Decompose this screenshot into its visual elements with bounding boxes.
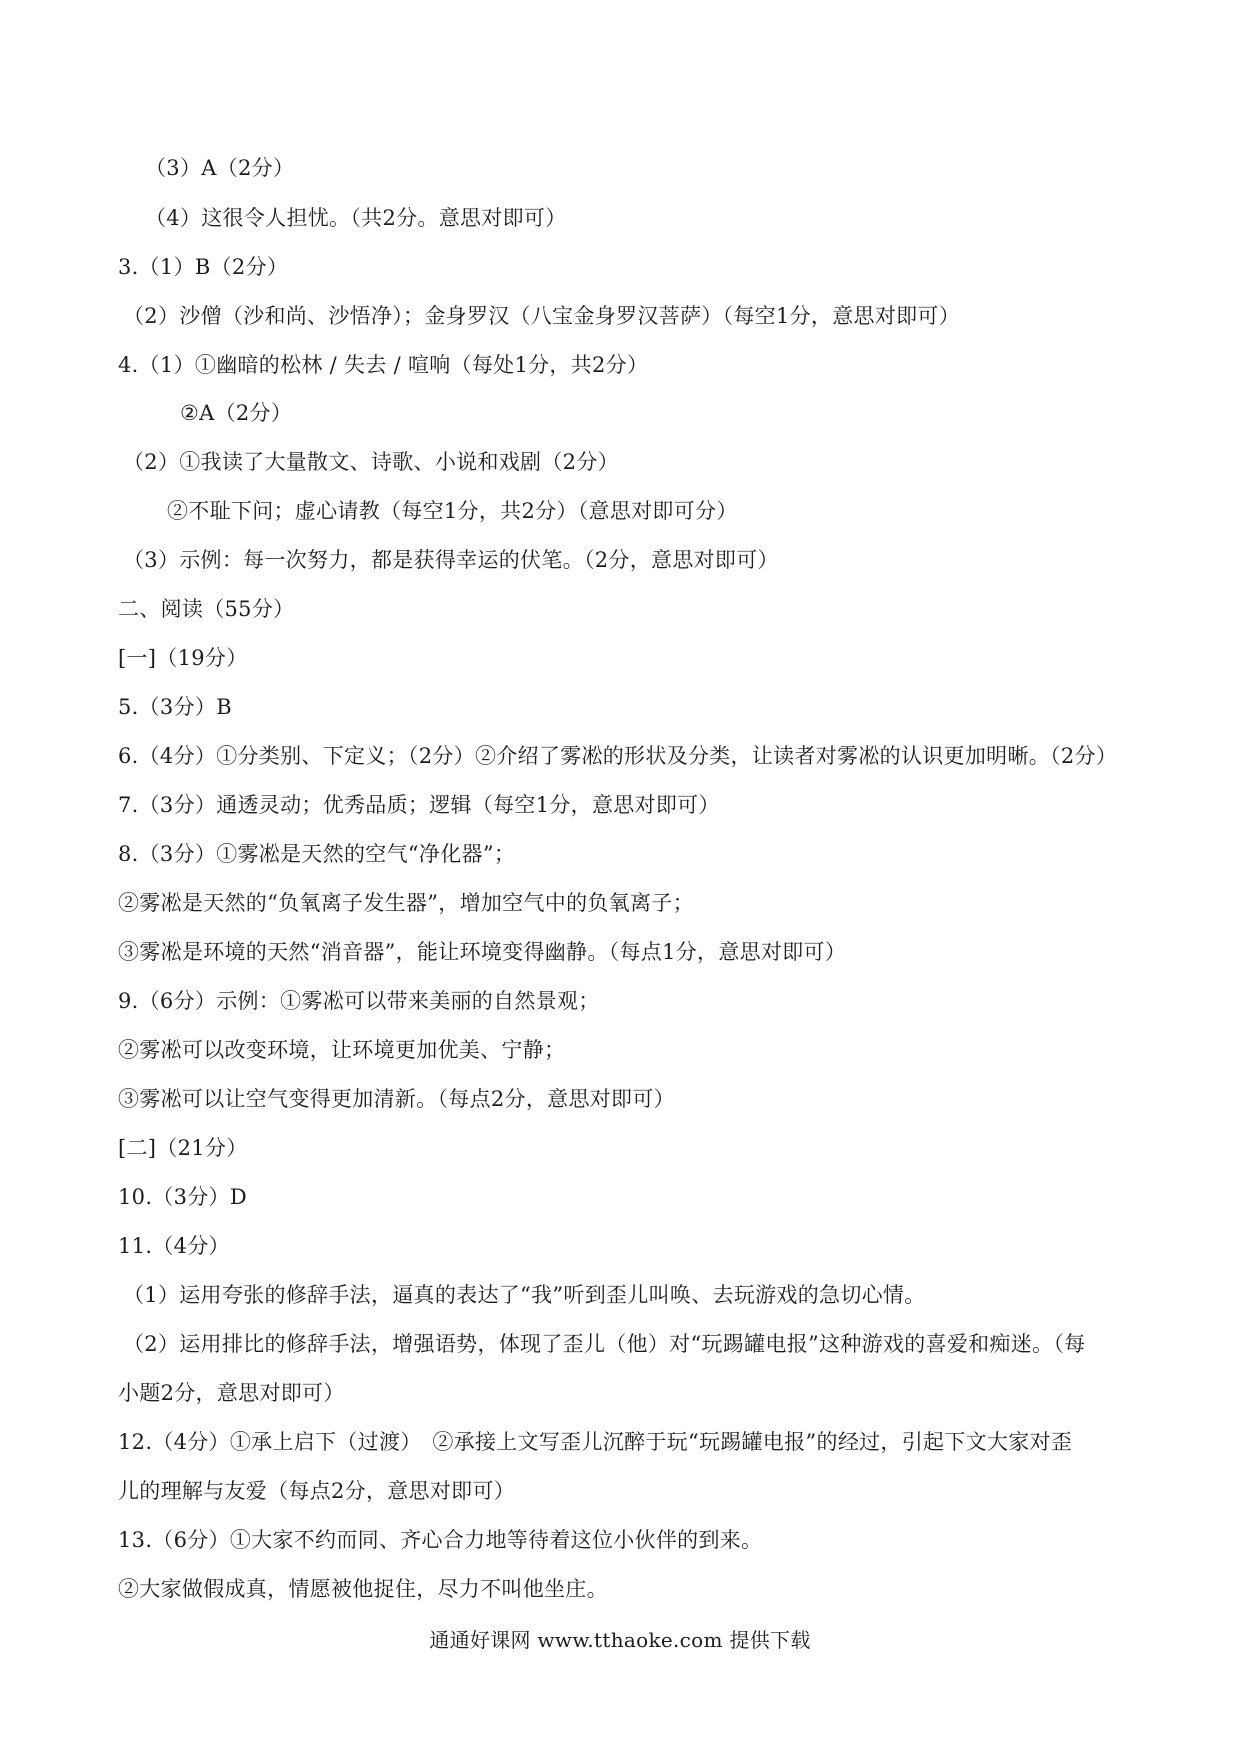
answer-line: 11.（4分） <box>118 1234 230 1258</box>
section-heading: 二、阅读（55分） <box>118 597 295 621</box>
answer-line: 12.（4分）①承上启下（过渡） ②承接上文写歪儿沉醉于玩“玩踢罐电报”的经过，引起下文大家对歪 <box>118 1430 1073 1454</box>
answer-line: ②不耻下问；虚心请教（每空1分，共2分）（意思对即可分） <box>167 499 738 523</box>
answer-line: （3）示例：每一次努力，都是获得幸运的伏笔。（2分，意思对即可） <box>123 548 779 572</box>
answer-line: （2）①我读了大量散文、诗歌、小说和戏剧（2分） <box>123 450 619 474</box>
answer-line: ②雾凇可以改变环境，让环境更加优美、宁静； <box>118 1038 566 1062</box>
page-footer: 通通好课网 www.tthaoke.com 提供下载 <box>429 1628 811 1652</box>
answer-line: 9.（6分）示例：①雾凇可以带来美丽的自然景观； <box>118 989 600 1013</box>
answer-line: 8.（3分）①雾凇是天然的空气“净化器”； <box>118 842 516 866</box>
answer-line: 儿的理解与友爱（每点2分，意思对即可） <box>118 1479 516 1503</box>
answer-line: 4.（1）①幽暗的松林 / 失去 / 喧响（每处1分，共2分） <box>118 353 649 377</box>
answer-line: ③雾凇是环境的天然“消音器”，能让环境变得幽静。（每点1分，意思对即可） <box>118 940 847 964</box>
answer-line: 7.（3分）通透灵动；优秀品质；逻辑（每空1分，意思对即可） <box>118 793 720 817</box>
answer-line: （4）这很令人担忧。（共2分。意思对即可） <box>145 206 567 230</box>
answer-line: （3）A（2分） <box>145 156 295 180</box>
subsection-heading: [二]（21分） <box>118 1136 248 1160</box>
subsection-heading: [一]（19分） <box>118 646 248 670</box>
answer-line: 3.（1）B（2分） <box>118 255 289 279</box>
answer-line: ②A（2分） <box>180 401 293 425</box>
answer-line: 13.（6分）①大家不约而同、齐心合力地等待着这位小伙伴的到来。 <box>118 1528 763 1552</box>
answer-line: （2）运用排比的修辞手法，增强语势，体现了歪儿（他）对“玩踢罐电报”这种游戏的喜爱和痴迷。（每 <box>123 1332 1086 1356</box>
answer-line: （2）沙僧（沙和尚、沙悟净）；金身罗汉（八宝金身罗汉菩萨）（每空1分，意思对即可） <box>123 304 961 328</box>
answer-line: 5.（3分）B <box>118 695 232 719</box>
answer-line: ③雾凇可以让空气变得更加清新。（每点2分，意思对即可） <box>118 1087 675 1111</box>
answer-line: 6.（4分）①分类别、下定义；（2分）②介绍了雾凇的形状及分类，让读者对雾凇的认识更加明晰。（2分） <box>118 744 1118 768</box>
answer-line: ②雾凇是天然的“负氧离子发生器”，增加空气中的负氧离子； <box>118 891 694 915</box>
answer-line: 小题2分，意思对即可） <box>118 1381 345 1405</box>
answer-line: 10.（3分）D <box>118 1185 247 1209</box>
answer-line: ②大家做假成真，情愿被他捉住，尽力不叫他坐庄。 <box>118 1577 608 1601</box>
answer-line: （1）运用夸张的修辞手法，逼真的表达了“我”听到歪儿叫唤、去玩游戏的急切心情。 <box>123 1283 926 1307</box>
